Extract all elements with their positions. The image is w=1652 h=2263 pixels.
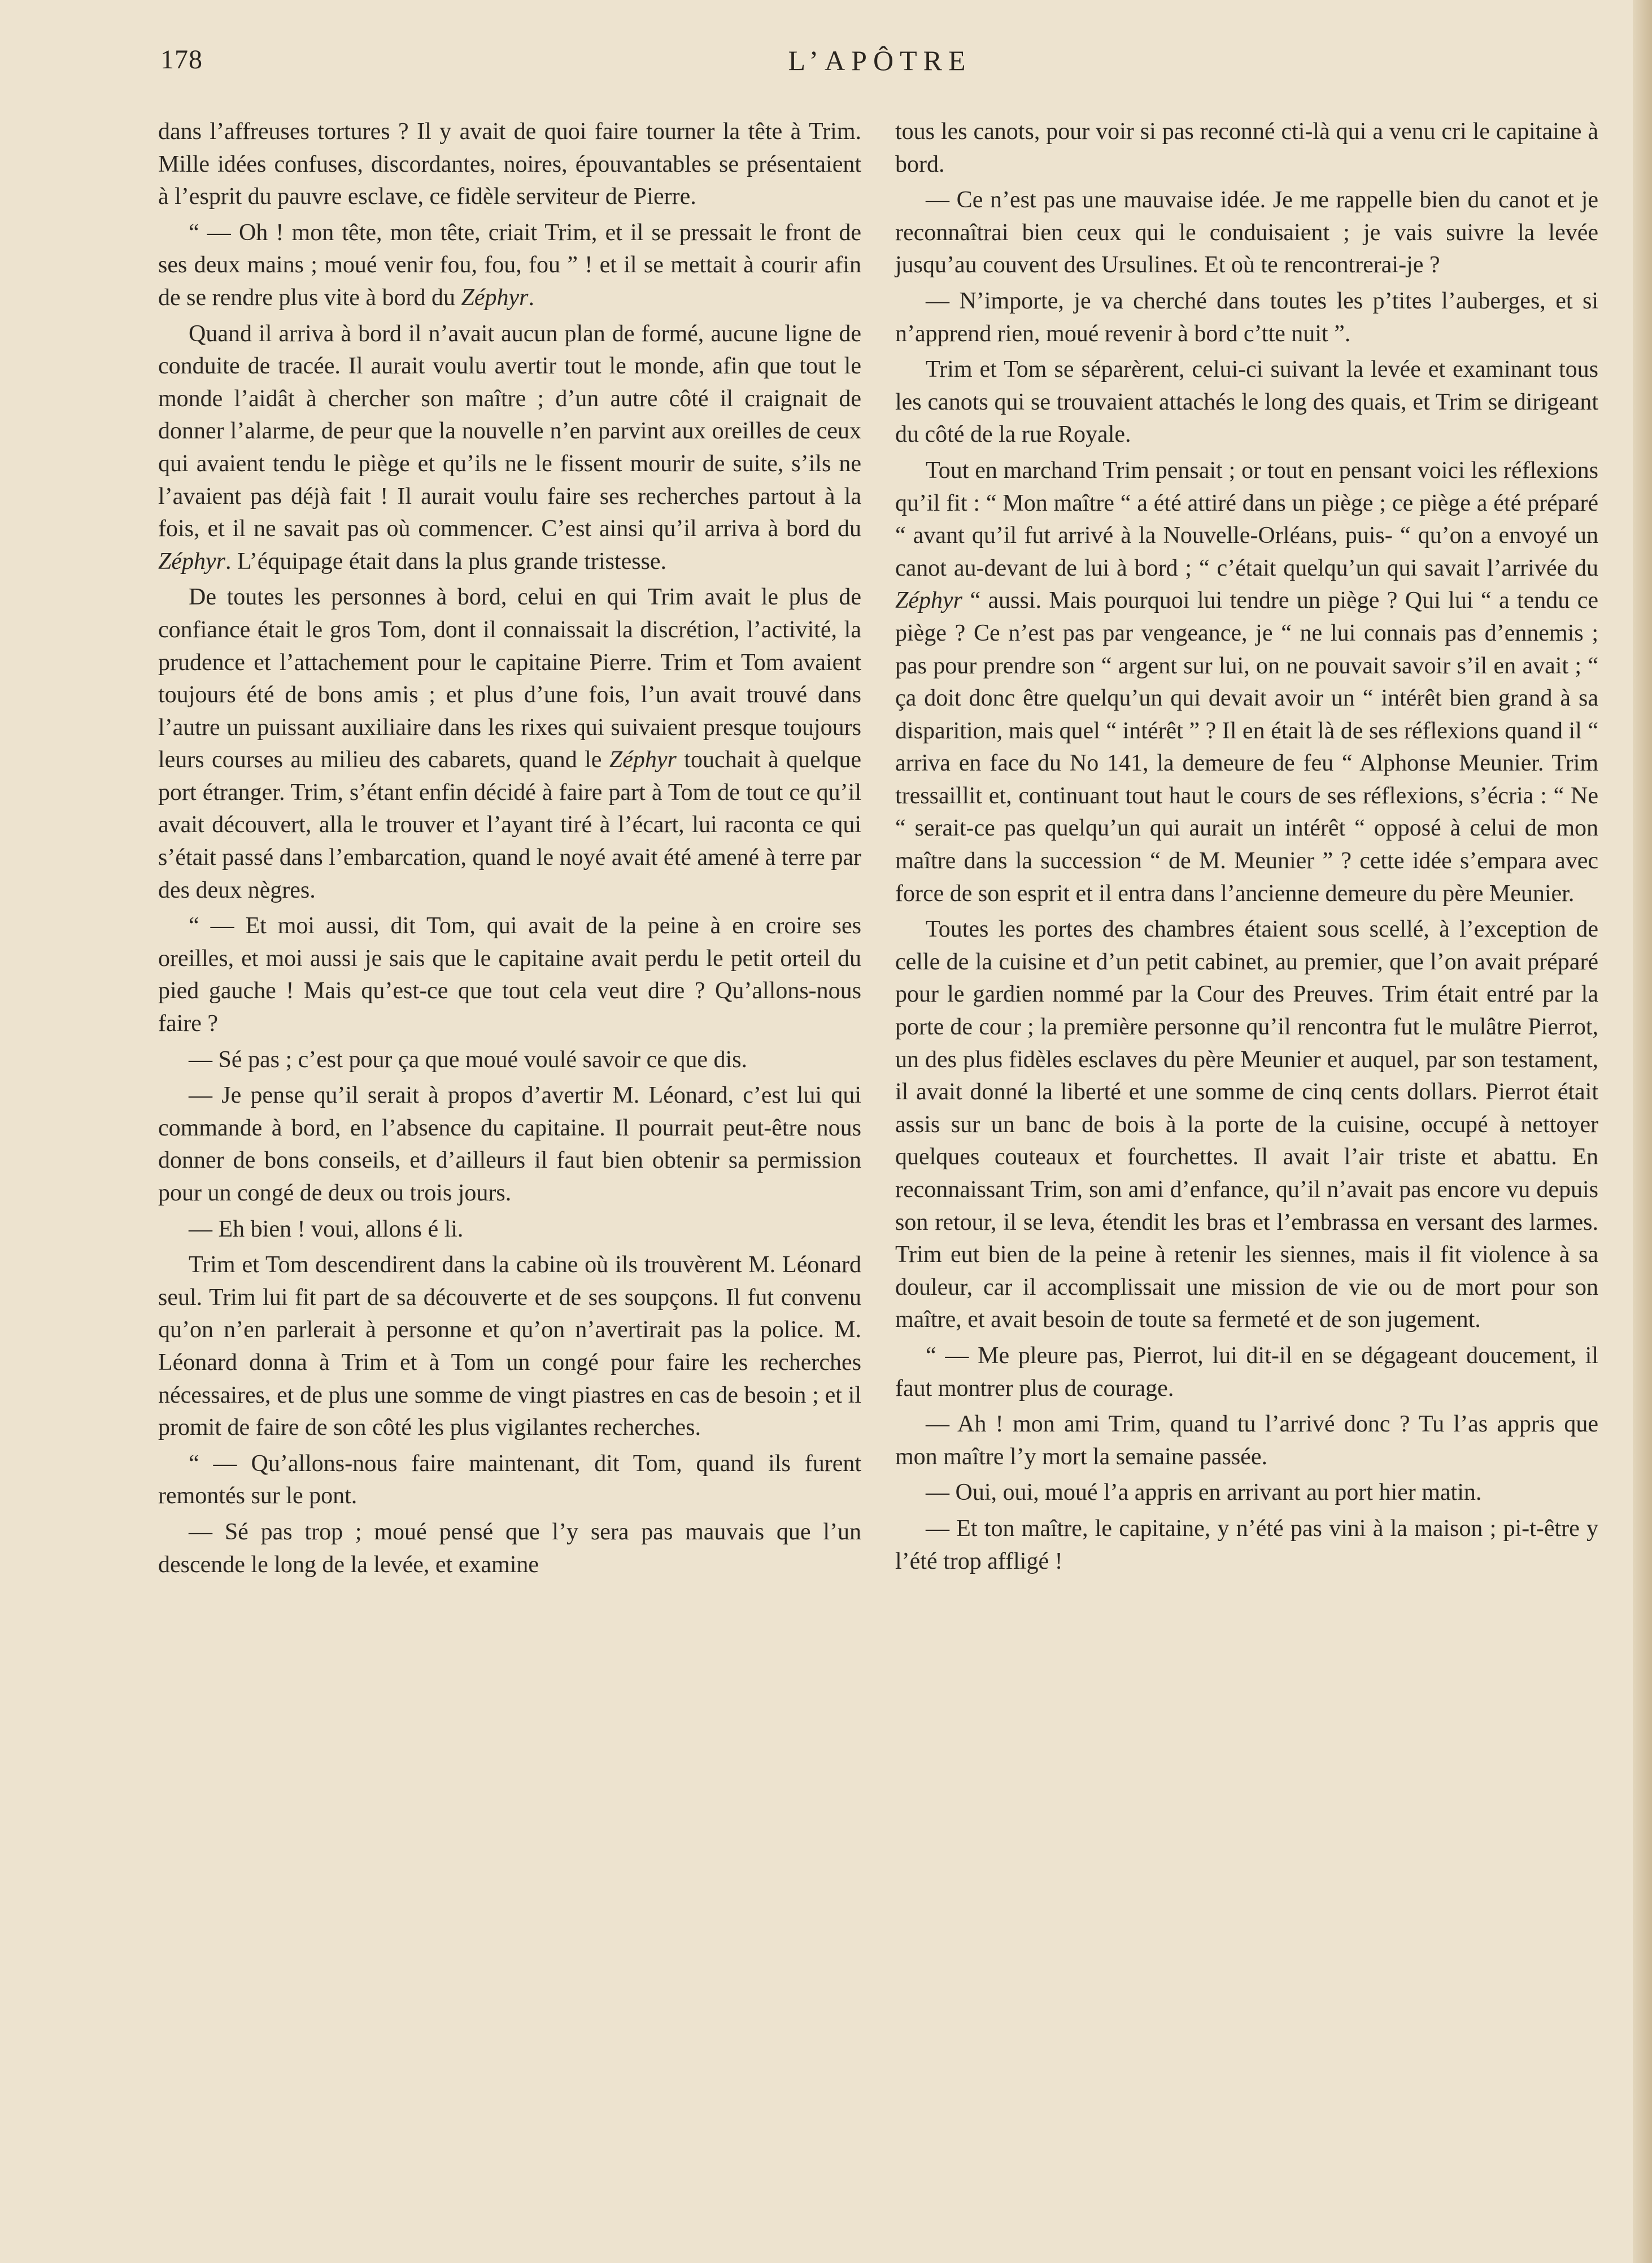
left-column [158,116,861,1585]
paragraph: dans l’affreuses tortures ? Il y avait de quoi faire tourner la tête à Trim. Mille idées confuses, discordantes, noires, épouvantables se présentaient à l’esprit du pauvre esclave, ce fidèle serviteur de Pierre. [158,119,861,210]
paragraph: De toutes les personnes à bord, celui en qui Trim avait le plus de confiance était le gros Tom, dont il connaissait la discrétion, l’activité, la prudence et l’attachement pour le capitaine Pierre. Trim et Tom avaient toujours été de bons amis ; et plus d’une fois, l’un avait trouvé dans l’autre un puissant auxiliaire dans les rixes qui suivaient presque toujours leurs courses au milieu des cabarets, quand le Zéphyr touchait à quelque port étranger. Trim, s’étant enfin décidé à faire part à Tom de tout ce qu’il avait découvert, alla le trouver et l’ayant tiré à l’écart, lui raconta ce qui s’était passé dans l’embarcation, quand le noyé avait été amené à terre par des deux nègres. [158,584,861,903]
paragraph: — Sé pas trop ; moué pensé que l’y sera pas mauvais que l’un descende le long de la levée, et examine [158,1518,861,1578]
paragraph: — Et ton maître, le capitaine, y n’été pas vini à la maison ; pi-t-être y l’été trop affligé ! [895,1515,1598,1574]
paragraph: — Oui, oui, moué l’a appris en arrivant au port hier matin. [926,1479,1482,1506]
paragraph: Toutes les portes des chambres étaient sous scellé, à l’exception de celle de la cuisine et d’un petit cabinet, au premier, que l’on avait préparé pour le gardien nommé par la Cour des Preuves. Trim était entré par la porte de cour ; la première personne qu’il rencontra fut le mulâtre Pierrot, un des plus fidèles esclaves du père Meunier et auquel, par son testament, il avait donné la liberté et une somme de cinq cents dollars. Pierrot était assis sur un banc de bois à la porte de la cuisine, occupé à nettoyer quelques couteaux et fourchettes. Il avait l’air triste et abattu. En reconnaissant Trim, son ami d’enfance, qu’il n’avait pas encore vu depuis son retour, il se leva, étendit les bras et l’embrassa en versant des larmes. Trim eut bien de la peine à retenir les siennes, mais il fit violence à sa douleur, car il accomplissait une mission de vie ou de mort pour son maître, et avait besoin de toute sa fermeté et de son jugement. [895,916,1598,1333]
paragraph: “ — Et moi aussi, dit Tom, qui avait de la peine à en croire ses oreilles, et moi aussi je sais que le capitaine avait perdu le petit orteil du pied gauche ! Mais qu’est-ce que tout cela veut dire ? Qu’allons-nous faire ? [158,913,861,1037]
paragraph: tous les canots, pour voir si pas reconné cti-là qui a venu cri le capitaine à bord. [895,119,1598,177]
running-header [157,44,1603,84]
paragraph: “ — Oh ! mon tête, mon tête, criait Trim, et il se pressait le front de ses deux mains ; moué venir fou, fou, fou ” ! et il se mettait à courir afin de se rendre plus vite à bord du Zéphyr. [158,219,861,311]
paragraph: — N’importe, je va cherché dans toutes les p’tites l’auberges, et si n’apprend rien, moué revenir à bord c’tte nuit ”. [895,288,1598,347]
paragraph: — Ce n’est pas une mauvaise idée. Je me rappelle bien du canot et je reconnaîtrai bien ceux qui le conduisaient ; je vais suivre la levée jusqu’au couvent des Ursulines. Et où te rencontrerai-je ? [895,187,1598,278]
paragraph: — Ah ! mon ami Trim, quand tu l’arrivé donc ? Tu l’as appris que mon maître l’y mort la semaine passée. [895,1411,1598,1470]
paragraph: — Je pense qu’il serait à propos d’avertir M. Léonard, c’est lui qui commande à bord, en l’absence du capitaine. Il pourrait peut-être nous donner de bons conseils, et d’ailleurs il faut bien obtenir sa permission pour un congé de deux ou trois jours. [158,1082,861,1206]
paragraph: — Eh bien ! voui, allons é li. [189,1216,464,1242]
paragraph: “ — Me pleure pas, Pierrot, lui dit-il en se dégageant doucement, il faut montrer plus de courage. [895,1342,1598,1402]
right-column [895,116,1598,1581]
paragraph: Trim et Tom descendirent dans la cabine où ils trouvèrent M. Léonard seul. Trim lui fit part de sa découverte et de ses soupçons. Il fut convenu qu’on n’en parlerait à personne et qu’on n’avertirait pas la police. M. Léonard donna à Trim et à Tom un congé pour faire les recherches nécessaires, et de plus une somme de vingt piastres en cas de besoin ; et il promit de faire de son côté les plus vigilantes recherches. [158,1252,861,1441]
running-title: L’APÔTRE [788,45,972,76]
paragraph: Quand il arriva à bord il n’avait aucun plan de formé, aucune ligne de conduite de tracée. Il aurait voulu avertir tout le monde, afin que tout le monde l’aidât à chercher son maître ; d’un autre côté il craignait de donner l’alarme, de peur que la nouvelle n’en parvint aux oreilles de ceux qui avaient tendu le piège et qu’ils ne le fissent mourir de suite, s’ils ne l’avaient pas déjà fait ! Il aurait voulu faire ses recherches partout à la fois, et il ne savait pas où commencer. C’est ainsi qu’il arriva à bord du Zéphyr. L’équipage était dans la plus grande tristesse. [158,320,861,575]
paragraph: — Sé pas ; c’est pour ça que moué voulé savoir ce que dis. [189,1046,748,1073]
paragraph: Tout en marchand Trim pensait ; or tout en pensant voici les réflexions qu’il fit : “ Mon maître “ a été attiré dans un piège ; ce piège a été préparé “ avant qu’il fut arrivé à la Nouvelle-Orléans, puis- “ qu’on a envoyé un canot au-devant de lui à bord ; “ c’était quelqu’un qui savait l’arrivée du Zéphyr “ aussi. Mais pourquoi lui tendre un piège ? Qui lui “ a tendu ce piège ? Ce n’est pas par vengeance, je “ ne lui connais pas d’ennemis ; pas pour prendre son “ argent sur lui, on ne pouvait savoir s’il en avait ; “ ça doit donc être quelqu’un qui devait avoir un “ intérêt bien grand à sa disparition, mais quel “ intérêt ” ? Il en était là de ses réflexions quand il “ arriva en face du No 141, la demeure de feu “ Alphonse Meunier. Trim tressaillit et, continuant tout haut le cours de ses réflexions, s’écria : “ Ne “ serait-ce pas quelqu’un qui aurait un intérêt “ opposé à celui de mon maître dans la succession “ de M. Meunier ” ? cette idée s’empara avec force de son esprit et il entra dans l’ancienne demeure du père Meunier. [895,457,1598,907]
page-edge-shadow [1633,0,1652,2263]
paragraph: Trim et Tom se séparèrent, celui-ci suivant la levée et examinant tous les canots qui se trouvaient attachés le long des quais, et Trim se dirigeant du côté de la rue Royale. [895,356,1598,448]
page-number: 178 [160,45,203,75]
paragraph: “ — Qu’allons-nous faire maintenant, dit Tom, quand ils furent remontés sur le pont. [158,1450,861,1509]
